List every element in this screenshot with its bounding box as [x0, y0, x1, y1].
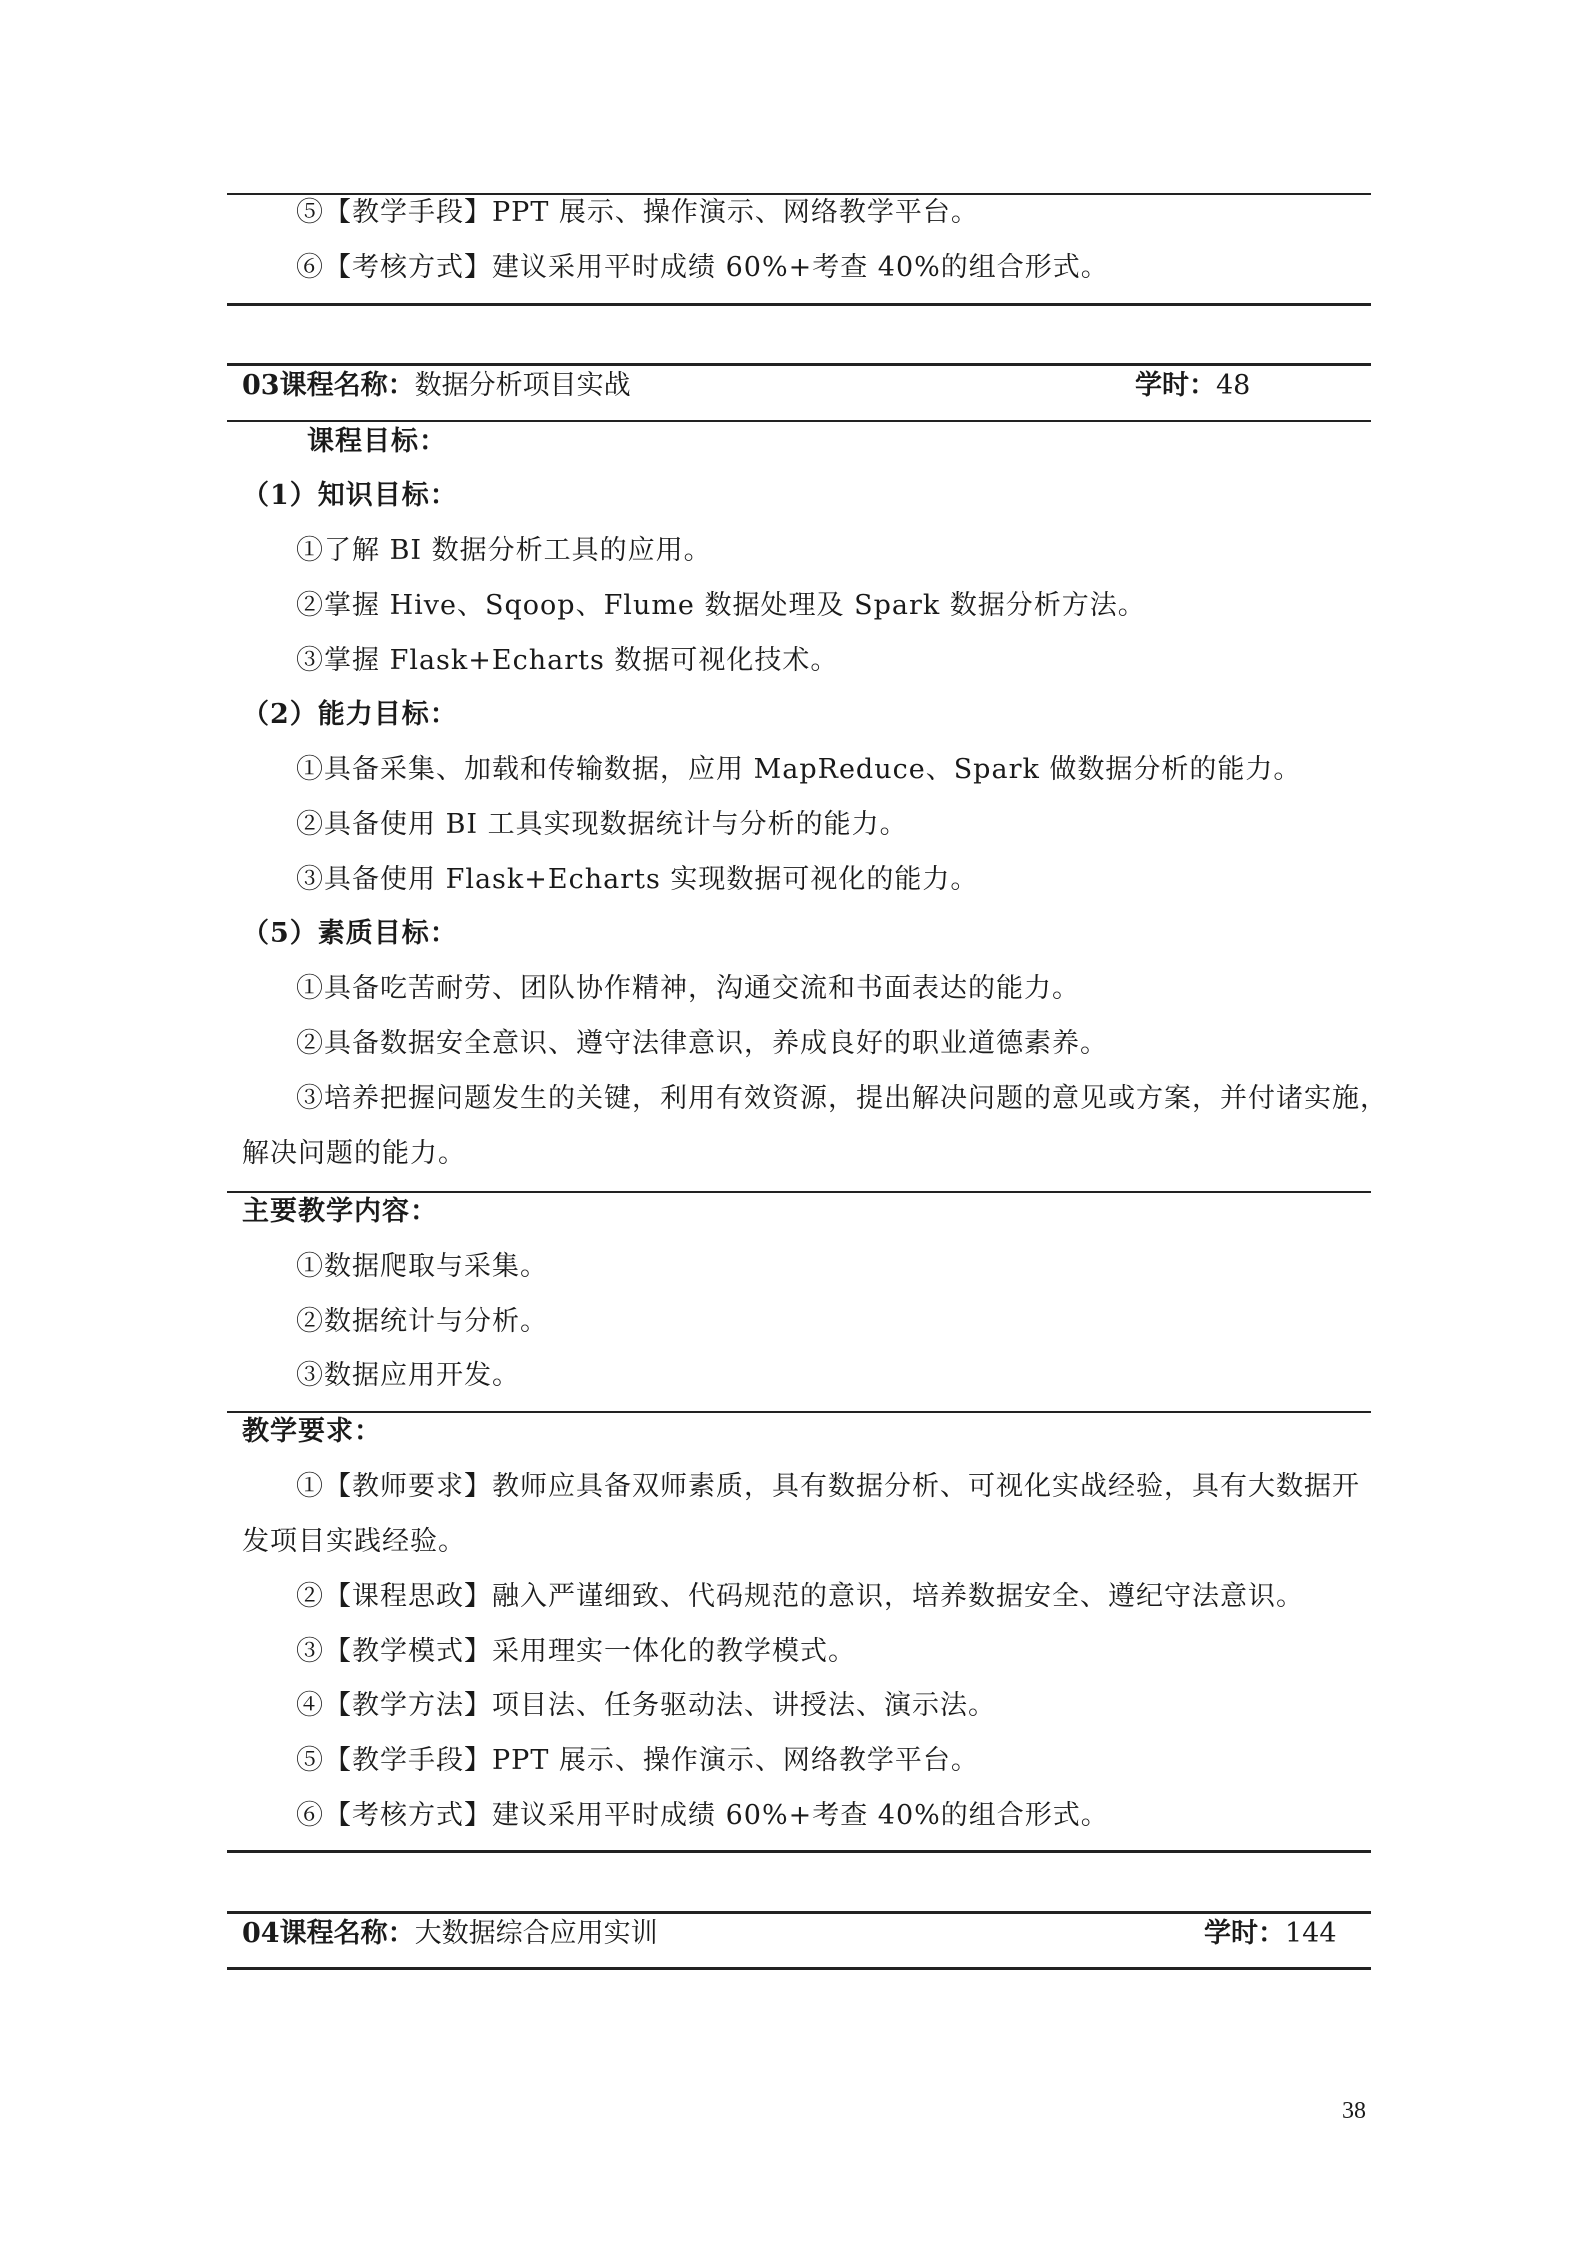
course-hours-label: 学时：	[1135, 370, 1216, 401]
requirement-item: ①【教师要求】教师应具备双师素质，具有数据分析、可视化实战经验，具有大数据开	[296, 1471, 1360, 1502]
ability-item: ①具备采集、加载和传输数据，应用 MapReduce、Spark 做数据分析的能力。	[296, 754, 1302, 785]
knowledge-title: （1）知识目标：	[242, 480, 458, 511]
requirements-title: 教学要求：	[242, 1416, 382, 1447]
knowledge-item: ①了解 BI 数据分析工具的应用。	[296, 535, 712, 566]
course-name-label: 课程名称：	[279, 370, 415, 401]
content-title: 主要教学内容：	[242, 1196, 438, 1227]
ability-item: ③具备使用 Flask+Echarts 实现数据可视化的能力。	[296, 864, 979, 895]
knowledge-item: ②掌握 Hive、Sqoop、Flume 数据处理及 Spark 数据分析方法。	[296, 590, 1146, 621]
requirement-item: ③【教学模式】采用理实一体化的教学模式。	[296, 1636, 856, 1667]
section-bottom-rule	[227, 303, 1371, 306]
course-hours-label: 学时：	[1204, 1918, 1285, 1949]
section-divider	[227, 1191, 1371, 1193]
ability-title: （2）能力目标：	[242, 699, 458, 730]
course-name-label: 课程名称：	[279, 1918, 415, 1949]
ability-item: ②具备使用 BI 工具实现数据统计与分析的能力。	[296, 809, 908, 840]
requirement-item: ⑤【教学手段】PPT 展示、操作演示、网络教学平台。	[296, 1745, 979, 1776]
course-header-bottom-rule	[227, 420, 1371, 422]
quality-item: ①具备吃苦耐劳、团队协作精神，沟通交流和书面表达的能力。	[296, 973, 1080, 1004]
requirement-item: ⑥【考核方式】建议采用平时成绩 60%+考查 40%的组合形式。	[296, 1800, 1109, 1831]
section-divider	[227, 1411, 1371, 1413]
requirement-item-continuation: 发项目实践经验。	[242, 1526, 466, 1557]
requirement-item: ②【课程思政】融入严谨细致、代码规范的意识，培养数据安全、遵纪守法意识。	[296, 1581, 1304, 1612]
knowledge-item: ③掌握 Flask+Echarts 数据可视化技术。	[296, 645, 839, 676]
quality-item: ②具备数据安全意识、遵守法律意识，养成良好的职业道德素养。	[296, 1028, 1108, 1059]
course-hours: 144	[1285, 1918, 1337, 1949]
course-header-03	[242, 366, 1352, 406]
course-hours: 48	[1216, 370, 1251, 401]
section-bottom-rule	[227, 1850, 1371, 1853]
course-name: 数据分析项目实战	[414, 370, 631, 401]
course-header-bottom-rule	[227, 1967, 1371, 1970]
requirement-item: ④【教学方法】项目法、任务驱动法、讲授法、演示法。	[296, 1690, 996, 1721]
content-item: ①数据爬取与采集。	[296, 1251, 548, 1282]
content-item: ②数据统计与分析。	[296, 1306, 548, 1337]
text-line: ⑥【考核方式】建议采用平时成绩 60%+考查 40%的组合形式。	[296, 252, 1109, 283]
course-number: 03	[242, 370, 280, 401]
content-item: ③数据应用开发。	[296, 1360, 520, 1391]
course-number: 04	[242, 1918, 280, 1949]
course-header-04	[242, 1914, 1352, 1954]
goals-title: 课程目标：	[307, 426, 447, 457]
quality-item-continuation: 解决问题的能力。	[242, 1138, 466, 1169]
course-name: 大数据综合应用实训	[414, 1918, 658, 1949]
quality-item: ③培养把握问题发生的关键，利用有效资源，提出解决问题的意见或方案，并付诸实施，	[296, 1083, 1388, 1114]
quality-title: （5）素质目标：	[242, 918, 458, 949]
text-line: ⑤【教学手段】PPT 展示、操作演示、网络教学平台。	[296, 197, 979, 228]
page-number: 38	[1342, 2098, 1366, 2124]
